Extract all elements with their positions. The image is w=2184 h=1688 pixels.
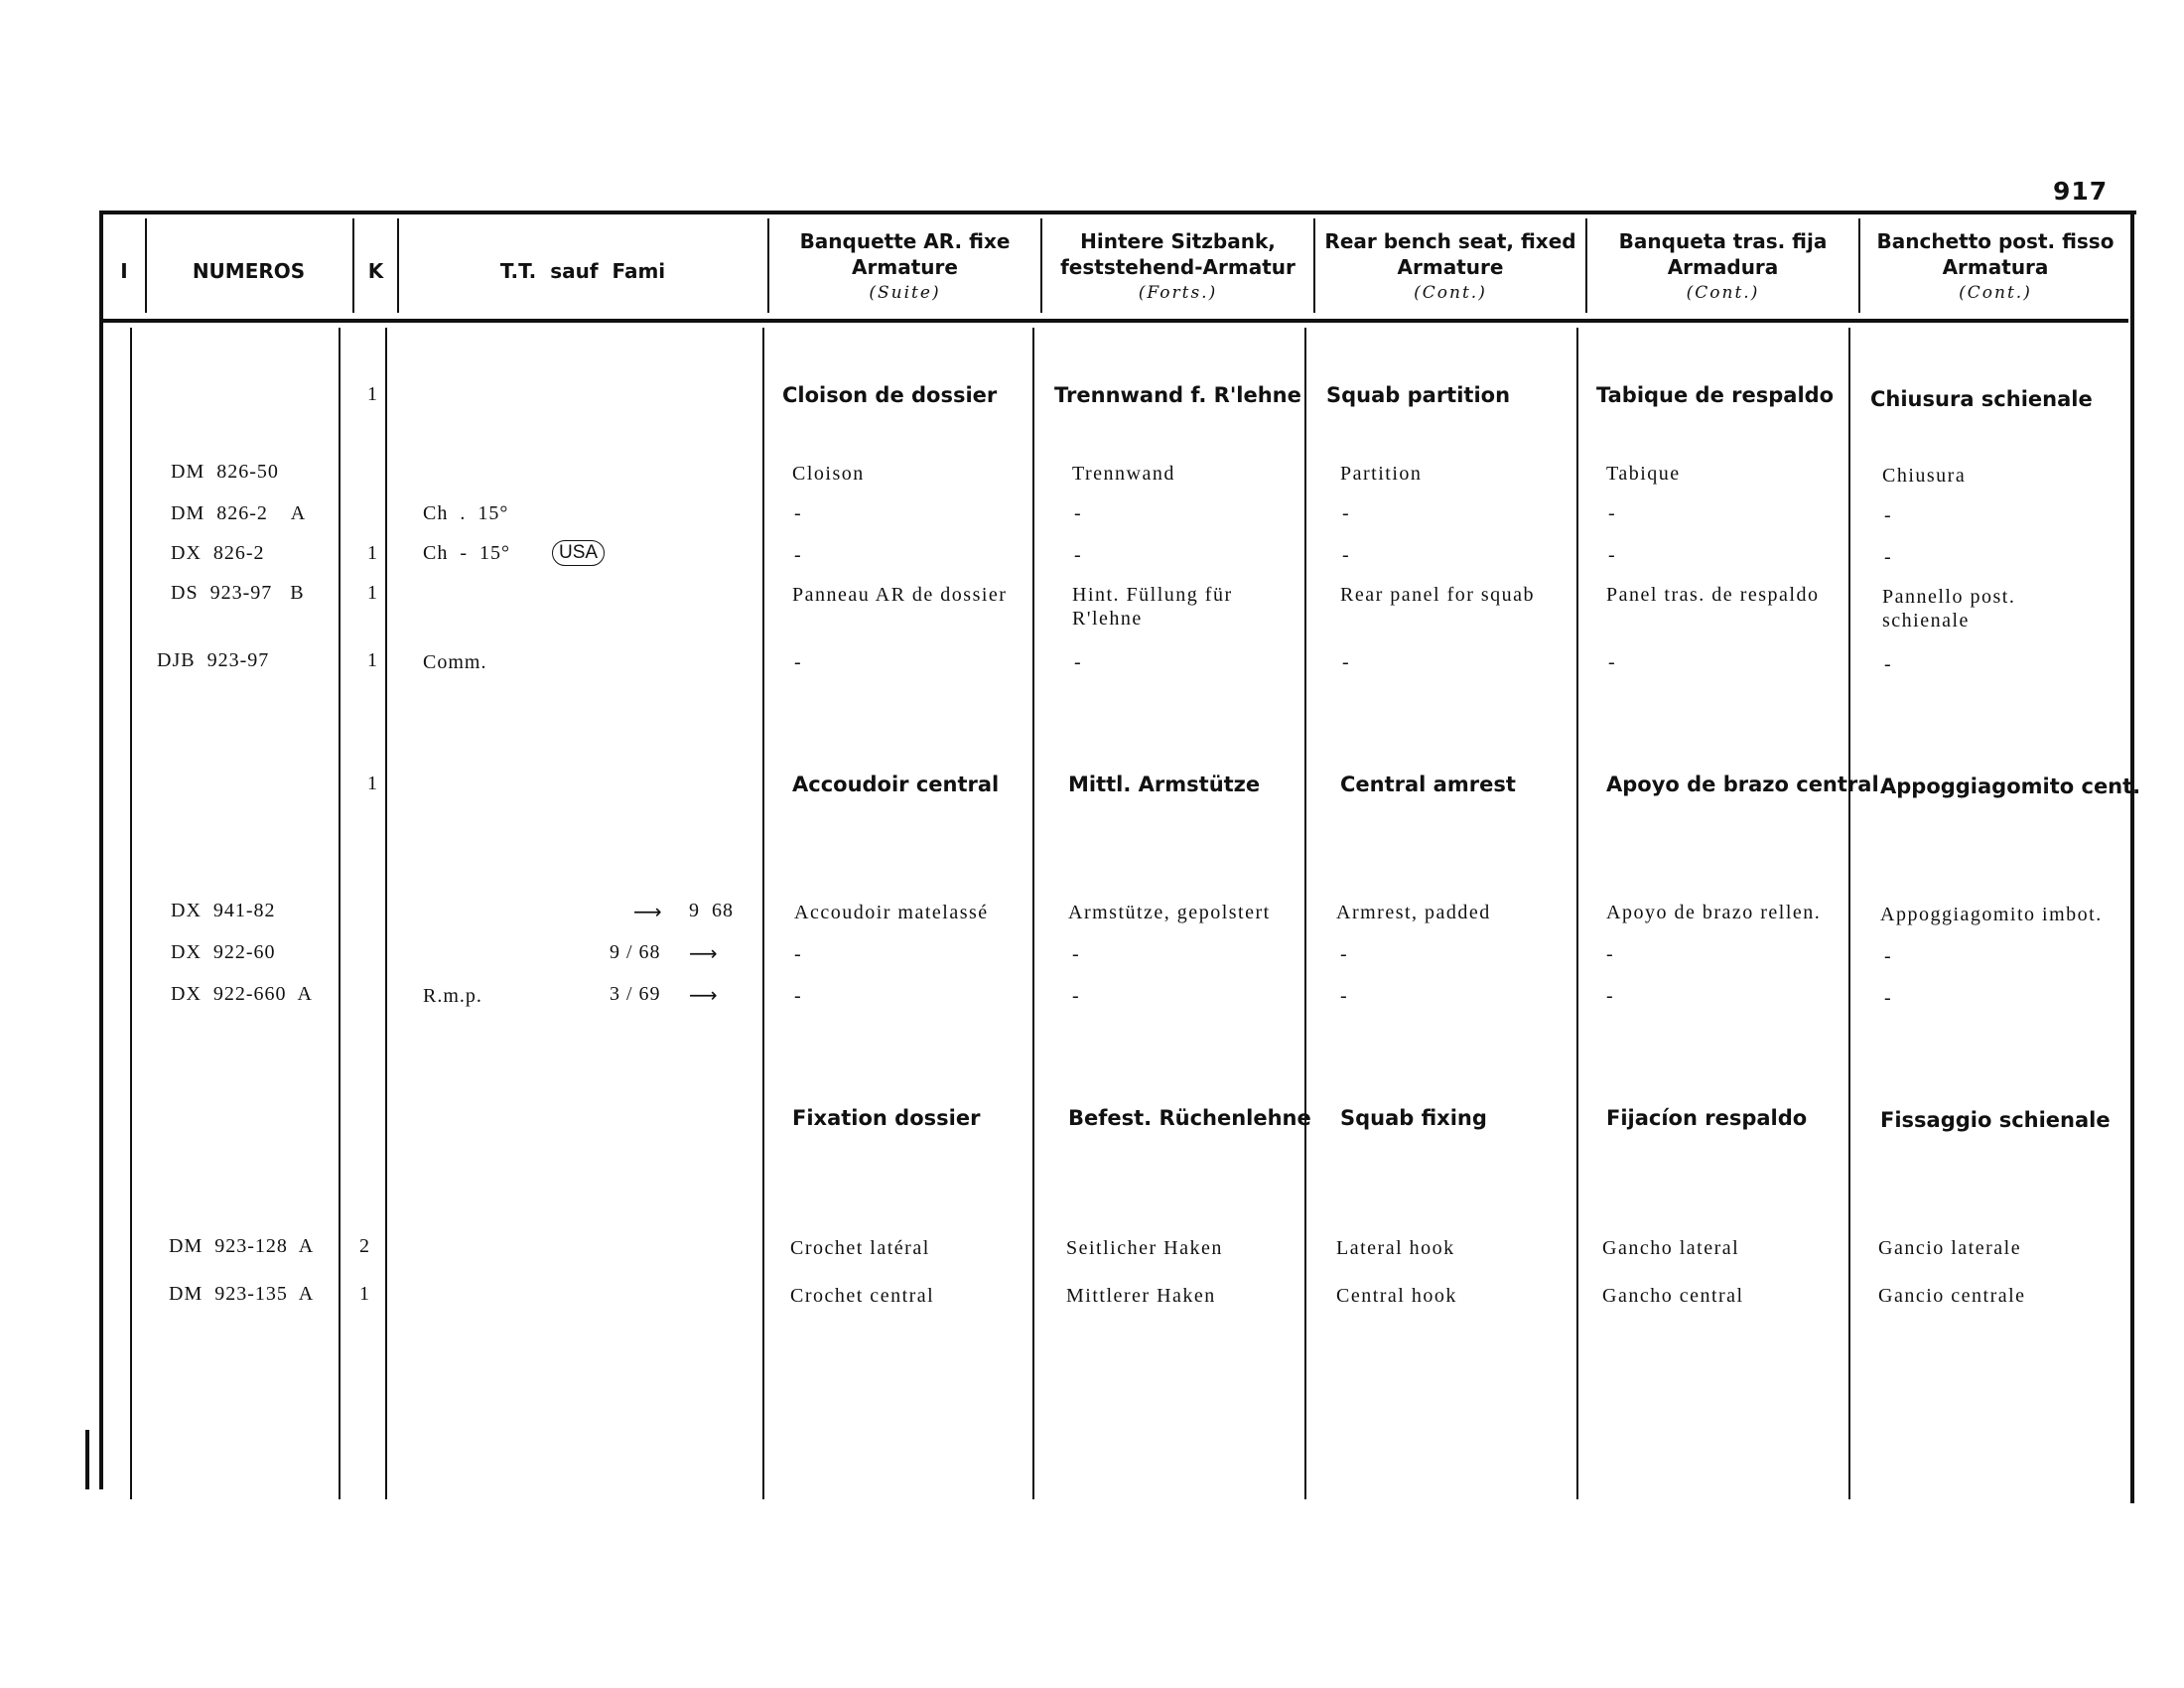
part-number: DM 826-50 [171,461,279,483]
header-es-subtitle: Armadura [1667,255,1779,279]
tt-note: Ch - 15° [423,542,510,564]
col-sep [130,328,132,1499]
quantity-k: 1 [359,1283,370,1305]
section-heading-it: Appoggiagomito cent. [1880,774,2141,798]
section-heading-en: Squab fixing [1340,1106,1487,1130]
desc-fr: - [794,651,803,673]
left-tail-line [85,1430,89,1489]
section-heading-en: Squab partition [1326,383,1511,407]
col-sep [1848,328,1850,1499]
col-sep [1304,328,1306,1499]
desc-es: Gancho lateral [1602,1237,1740,1259]
part-number: DJB 923-97 [157,649,270,671]
left-border [99,211,103,1489]
desc-en: Rear panel for squab [1340,584,1536,606]
part-number: DM 923-128 A [169,1235,315,1257]
usa-badge-label: USA [552,540,605,566]
header-k: K [367,259,384,283]
desc-en: Lateral hook [1336,1237,1455,1259]
section-heading-de: Befest. Rüchenlehne [1068,1106,1311,1130]
header-en [1315,228,1585,306]
desc-es: - [1608,544,1617,566]
header-it-cont: (Cont.) [1959,283,2032,303]
header-fr [769,228,1040,306]
part-number: DS 923-97 B [171,582,305,604]
desc-en: - [1342,651,1351,673]
header-fr-cont: (Suite) [869,283,941,303]
desc-en: Armrest, padded [1336,902,1491,923]
section-heading-de: Mittl. Armstütze [1068,773,1261,796]
header-de-title: Hintere Sitzbank, [1080,229,1276,253]
desc-de: Armstütze, gepolstert [1068,902,1271,923]
desc-de: Seitlicher Haken [1066,1237,1223,1259]
section-heading-fr: Cloison de dossier [782,383,998,407]
desc-it: Gancio centrale [1878,1285,2026,1307]
section-heading-it: Chiusura schienale [1870,387,2093,411]
header-fr-subtitle: Armature [852,255,958,279]
col-sep [385,328,387,1499]
header-de-cont: (Forts.) [1138,283,1218,303]
desc-en: - [1340,943,1349,965]
desc-fr: - [794,502,803,524]
section-heading-de: Trennwand f. R'lehne [1054,383,1301,407]
desc-es: - [1606,985,1615,1007]
desc-en: Central hook [1336,1285,1457,1307]
desc-es: Tabique [1606,463,1681,485]
header-numeros: NUMEROS [192,259,306,283]
arrow-right-icon: ⟶ [633,900,662,923]
part-number: DM 826-2 A [171,502,307,524]
desc-fr: - [794,943,803,965]
section-heading-es: Tabique de respaldo [1596,383,1835,407]
header-en-title: Rear bench seat, fixed [1324,229,1576,253]
desc-it: Appoggiagomito imbot. [1880,904,2103,925]
part-number: DX 922-60 [171,941,276,963]
desc-it: Pannello post. [1882,586,2016,608]
tt-note: Comm. [423,651,487,673]
desc-en: - [1340,985,1349,1007]
header-en-cont: (Cont.) [1414,283,1487,303]
desc-it-line2: schienale [1882,610,1970,632]
part-number: DX 941-82 [171,900,276,921]
desc-es: - [1608,651,1617,673]
col-sep [762,328,764,1499]
desc-fr: Cloison [792,463,865,485]
table-top-border [99,211,2136,214]
section-k: 1 [367,773,378,794]
date-note: 9 68 [689,900,734,921]
desc-it: Chiusura [1882,465,1967,487]
desc-de: Hint. Füllung für [1072,584,1233,606]
date-note: 3 / 69 [610,983,661,1005]
desc-fr: Crochet central [790,1285,935,1307]
header-es-cont: (Cont.) [1686,283,1760,303]
part-number: DX 922-660 A [171,983,313,1005]
col-sep [1032,328,1034,1499]
header-en-subtitle: Armature [1397,255,1504,279]
desc-fr: Panneau AR de dossier [792,584,1008,606]
right-border [2130,212,2134,1503]
arrow-right-icon: ⟶ [689,983,718,1007]
desc-it: - [1884,987,1893,1009]
part-number: DM 923-135 A [169,1283,315,1305]
desc-de: - [1072,985,1081,1007]
section-heading-en: Central amrest [1340,773,1516,796]
desc-de: - [1074,651,1083,673]
desc-fr: - [794,985,803,1007]
quantity-k: 2 [359,1235,370,1257]
desc-de: Trennwand [1072,463,1175,485]
desc-it: - [1884,504,1893,526]
header-i: I [120,259,128,283]
date-note: 9 / 68 [610,941,661,963]
arrow-right-icon: ⟶ [689,941,718,965]
section-heading-fr: Accoudoir central [792,773,1000,796]
header-bottom-rule [103,319,2128,323]
header-es-title: Banqueta tras. fija [1618,229,1828,253]
tt-note: Ch . 15° [423,502,509,524]
desc-en: - [1342,544,1351,566]
desc-de: Mittlerer Haken [1066,1285,1216,1307]
header-it-title: Banchetto post. fisso [1876,229,2115,253]
col-sep [339,328,341,1499]
section-heading-es: Apoyo de brazo central [1606,773,1879,796]
desc-es: Gancho central [1602,1285,1744,1307]
part-number: DX 826-2 [171,542,265,564]
desc-es: - [1608,502,1617,524]
quantity-k: 1 [367,542,378,564]
header-fr-title: Banquette AR. fixe [799,229,1011,253]
desc-de: - [1074,502,1083,524]
usa-badge [552,540,605,566]
header-de-subtitle: feststehend-Armatur [1060,255,1296,279]
quantity-k: 1 [367,649,378,671]
col-sep [1576,328,1578,1499]
section-heading-fr: Fixation dossier [792,1106,981,1130]
desc-fr: - [794,544,803,566]
header-de [1042,228,1313,306]
desc-it: - [1884,546,1893,568]
section-heading-es: Fijacíon respaldo [1606,1106,1808,1130]
page-number: 917 [2053,177,2109,206]
desc-fr: Crochet latéral [790,1237,930,1259]
desc-de: - [1072,943,1081,965]
quantity-k: 1 [367,582,378,604]
desc-fr: Accoudoir matelassé [794,902,989,923]
section-k: 1 [367,383,378,405]
desc-it: - [1884,653,1893,675]
header-tt: T.T. sauf Fami [499,259,666,283]
desc-de: - [1074,544,1083,566]
desc-de-line2: R'lehne [1072,608,1143,630]
tt-note: R.m.p. [423,985,482,1007]
section-heading-it: Fissaggio schienale [1880,1108,2111,1132]
desc-it: - [1884,945,1893,967]
desc-en: - [1342,502,1351,524]
desc-es: Panel tras. de respaldo [1606,584,1820,606]
desc-es: Apoyo de brazo rellen. [1606,902,1822,923]
header-it-subtitle: Armatura [1942,255,2049,279]
header-it [1860,228,2130,306]
desc-it: Gancio laterale [1878,1237,2022,1259]
desc-en: Partition [1340,463,1423,485]
header-es [1587,228,1858,306]
desc-es: - [1606,943,1615,965]
